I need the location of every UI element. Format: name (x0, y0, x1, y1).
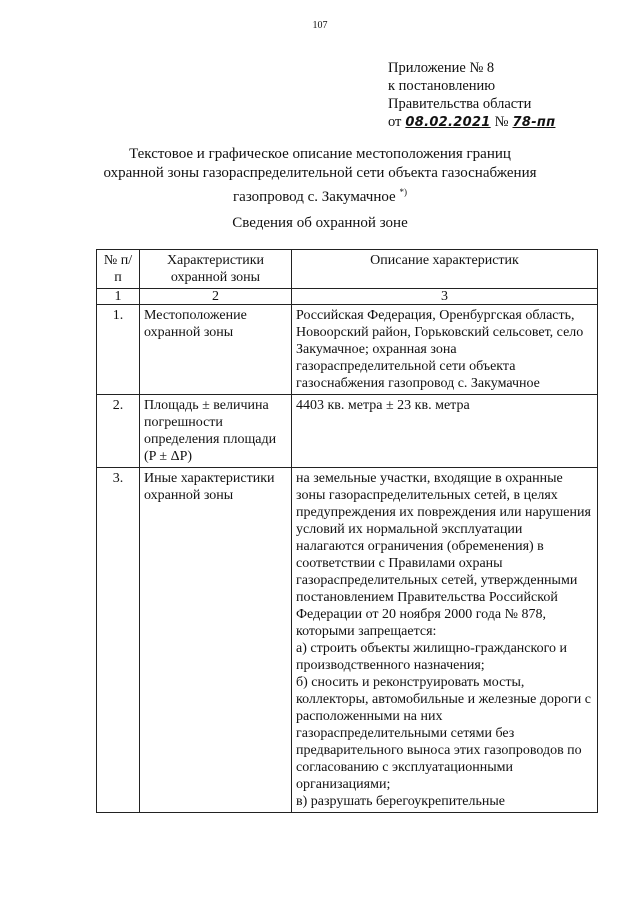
footnote-mark: *) (399, 187, 407, 197)
appendix-line: Правительства области (388, 96, 532, 112)
appendix-block (388, 59, 555, 132)
table-row (97, 395, 598, 468)
description-paragraph: на земельные участки, входящие в охранные зоны газораспределительных сетей, в целях предупреждения их повреждения или нарушения условий их нормальной эксплуатации налагаются ограничения (обременения) в соответствии с Правилами охраны газораспределительных сетей, утвержденными постановлением Правительства Российской Федерации от 20 ноября 2000 года № 878, которыми запрещается: (296, 471, 591, 639)
header-number: № п/п (97, 250, 140, 289)
appendix-line: Приложение № 8 (388, 60, 495, 76)
description-paragraph: б) сносить и реконструировать мосты, коллекторы, автомобильные и железные дороги с расположенными на них газораспределительными сетями без предварительного выноса этих газопроводов по согласованию с эксплуатационными организациями; (296, 675, 591, 792)
description-paragraph: в) разрушать берегоукрепительные (296, 794, 506, 809)
title-line (80, 183, 560, 207)
title-line: охранной зоны газораспределительной сети объекта газоснабжения (103, 165, 537, 181)
row-description: 4403 кв. метра ± 23 кв. метра (292, 395, 598, 468)
row-description: Российская Федерация, Оренбургская область, Новоорский район, Горьковский сельсовет, село Закумачное; охранная зона газораспределительной сети объекта газоснабжения газопровод с. Закумачное (292, 305, 598, 395)
row-number: 2. (97, 395, 140, 468)
appendix-date-line (388, 113, 555, 132)
title-line: Текстовое и графическое описание местоположения границ (129, 146, 511, 162)
section-heading: Сведения об охранной зоне (232, 215, 408, 231)
column-index: 2 (140, 289, 292, 305)
row-characteristic: Иные характеристики охранной зоны (140, 468, 292, 813)
number-prefix: № (494, 114, 509, 130)
appendix-line: к постановлению (388, 78, 496, 94)
table-header-row (97, 250, 598, 289)
document-title (80, 145, 560, 207)
page-number: 107 (312, 20, 328, 31)
column-index: 3 (292, 289, 598, 305)
row-description (292, 468, 598, 813)
zone-info-table (96, 249, 598, 813)
header-characteristic: Характеристики охранной зоны (140, 250, 292, 289)
row-number: 3. (97, 468, 140, 813)
row-number: 1. (97, 305, 140, 395)
row-characteristic: Площадь ± величина погрешности определения площади (P ± ΔP) (140, 395, 292, 468)
title-line-text: газопровод с. Закумачное (233, 189, 396, 205)
date-prefix: от (388, 114, 402, 130)
column-index-row (97, 289, 598, 305)
description-paragraph: а) строить объекты жилищно-гражданского и производственного назначения; (296, 641, 567, 673)
table-row (97, 468, 598, 813)
header-description: Описание характеристик (292, 250, 598, 289)
column-index: 1 (97, 289, 140, 305)
handwritten-number: 78-пп (512, 115, 556, 130)
row-characteristic: Местоположение охранной зоны (140, 305, 292, 395)
handwritten-date: 08.02.2021 (405, 115, 491, 130)
table-row (97, 305, 598, 395)
